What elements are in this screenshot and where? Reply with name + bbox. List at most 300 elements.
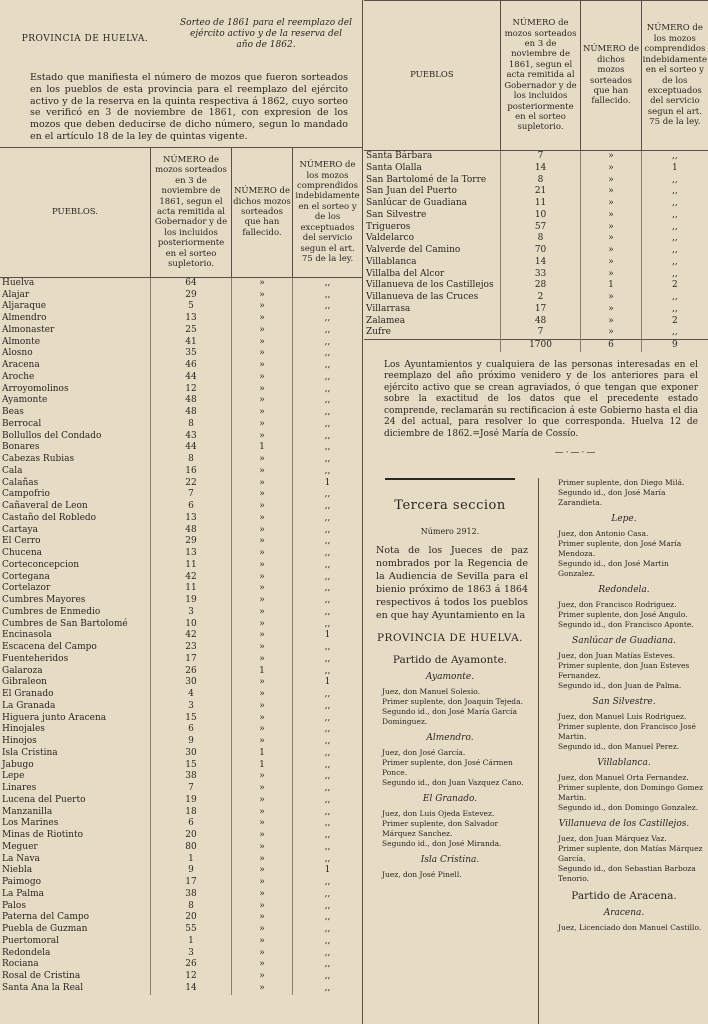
table-row: [0, 842, 362, 854]
table-row: [0, 936, 362, 948]
fallecidos-value: »: [232, 407, 293, 419]
table-row: [364, 163, 708, 175]
judge-entry: Primer suplente, don José Cármen Ponce.: [382, 758, 513, 777]
sorteados-value: 70: [500, 245, 580, 257]
comprendidos-value: ,,: [641, 198, 708, 210]
table-row: [0, 854, 362, 866]
comprendidos-value: ,,: [641, 245, 708, 257]
comprendidos-value: ,,: [293, 489, 363, 501]
table-row: [364, 186, 708, 198]
fallecidos-value: »: [232, 924, 293, 936]
comprendidos-value: ,,: [293, 948, 363, 960]
fallecidos-value: »: [232, 736, 293, 748]
judge-entry: Primer suplente, don Diego Milá.: [558, 478, 685, 487]
section-rule: [385, 478, 515, 480]
comprendidos-value: ,,: [293, 407, 363, 419]
province-title: PROVINCIA DE HUELVA.: [376, 632, 524, 644]
table-row: [0, 924, 362, 936]
town-heading: Villanueva de los Castillejos.: [558, 819, 690, 829]
table-row: [364, 198, 708, 210]
total-comprendidos: 9: [641, 340, 708, 352]
comprendidos-value: ,,: [641, 257, 708, 269]
fallecidos-value: »: [232, 513, 293, 525]
fallecidos-value: »: [232, 654, 293, 666]
sorteados-value: 14: [500, 257, 580, 269]
comprendidos-value: ,,: [293, 548, 363, 560]
partido-heading: Partido de Aracena.: [571, 890, 677, 902]
sorteados-value: 11: [500, 198, 580, 210]
table-row: [0, 748, 362, 760]
table-row: [0, 560, 362, 572]
table-row: [0, 313, 362, 325]
fallecidos-value: »: [232, 501, 293, 513]
total-sorteados: 1700: [500, 340, 580, 352]
judge-entry: Juez, don José Pinell.: [382, 870, 462, 879]
pueblo-name: Almendro: [2, 313, 47, 324]
fallecidos-value: »: [232, 948, 293, 960]
judge-entry: Segundo id., don Manuel Perez.: [558, 742, 680, 751]
sorteados-value: 7: [500, 151, 580, 163]
fallecidos-value: »: [232, 619, 293, 631]
comprendidos-value: 1: [293, 865, 363, 877]
sorteados-value: 8: [151, 454, 232, 466]
sorteados-value: 10: [151, 619, 232, 631]
sorteados-value: 6: [151, 501, 232, 513]
judge-entry: Segundo id., don Juan de Palma.: [558, 681, 682, 690]
fallecidos-value: »: [581, 175, 641, 187]
fallecidos-value: »: [232, 313, 293, 325]
pueblo-name: Higuera junto Aracena: [2, 712, 107, 723]
pueblo-name: Berrocal: [2, 418, 42, 429]
comprendidos-value: ,,: [293, 971, 363, 983]
table-row: [364, 222, 708, 234]
fallecidos-value: »: [232, 536, 293, 548]
table-row: [0, 783, 362, 795]
table-row: [0, 360, 362, 372]
pueblo-name: Cala: [2, 465, 23, 476]
sorteados-value: 80: [151, 842, 232, 854]
comprendidos-value: ,,: [293, 337, 363, 349]
fallecidos-value: »: [581, 186, 641, 198]
pueblo-name: San Juan del Puerto: [366, 186, 457, 197]
judge-entry: Segundo id., don Francisco Aponte.: [558, 620, 694, 629]
sorteados-value: 7: [500, 327, 580, 339]
table-row: [0, 889, 362, 901]
sorteados-value: 8: [151, 419, 232, 431]
judge-entry: Primer suplente, don Matías Márquez García.: [558, 844, 703, 863]
pueblo-name: Almonaster: [2, 324, 55, 335]
table-row: [364, 316, 708, 328]
comprendidos-value: ,,: [293, 277, 363, 289]
totals-label: [364, 340, 500, 352]
comprendidos-value: ,,: [293, 877, 363, 889]
fallecidos-value: »: [232, 583, 293, 595]
header-pueblos-right: PUEBLOS: [364, 1, 500, 151]
table-row: [0, 630, 362, 642]
pueblo-name: Zufre: [366, 327, 392, 338]
sorteados-value: 9: [151, 865, 232, 877]
table-row: [0, 348, 362, 360]
judges-list-left: [364, 672, 536, 880]
fallecidos-value: »: [232, 572, 293, 584]
table-row: [0, 301, 362, 313]
pueblo-name: Beas: [2, 407, 24, 418]
fallecidos-value: »: [232, 818, 293, 830]
pueblo-name: Manzanilla: [2, 806, 53, 817]
sorteados-value: 48: [151, 525, 232, 537]
comprendidos-value: ,,: [293, 783, 363, 795]
sorteados-value: 19: [151, 795, 232, 807]
table-row: [364, 292, 708, 304]
comprendidos-value: ,,: [293, 854, 363, 866]
comprendidos-value: 1: [293, 630, 363, 642]
sorteo-line: año de 1862.: [236, 40, 296, 50]
sorteados-value: 19: [151, 595, 232, 607]
sorteados-value: 5: [151, 301, 232, 313]
pueblo-name: Redondela: [2, 947, 51, 958]
table-row: [364, 151, 708, 163]
table-row: [0, 572, 362, 584]
sorteados-value: 29: [151, 536, 232, 548]
pueblo-name: Aljaraque: [2, 301, 47, 312]
fallecidos-value: »: [581, 210, 641, 222]
table-row: [0, 277, 362, 289]
pueblo-name: San Bartolomé de la Torre: [366, 174, 487, 185]
fallecidos-value: »: [232, 912, 293, 924]
intro-paragraph: Estado que manifiesta el número de mozos que fueron sorteados en los pueblos de esta provincia para el reemplazo del ejército activo y de la reserva en la quinta respectiva á 1862, cuyo sorteo se verificó en 3 de noviembre de 1861, con expresion de los mozos que deben deducirse de dicho número, segun lo mandado en el artículo 18 de la ley de quintas vigente.: [30, 72, 348, 142]
header-comprendidos: NÚMERO de los mozos comprendidos indebidamente en el sorteo y de los exceptuados del servicio segun el art. 75 de la ley.: [293, 147, 363, 277]
sorteados-value: 44: [151, 372, 232, 384]
table-row: [0, 501, 362, 513]
judge-entry: Segundo id., don José Miranda.: [382, 839, 502, 848]
pueblo-name: Hinojales: [2, 724, 45, 735]
town-heading: Redondela.: [598, 585, 650, 595]
judge-entry: Primer suplente, don Francisco José Martin.: [558, 722, 696, 741]
pueblo-name: Zalamea: [366, 315, 406, 326]
fallecidos-value: »: [232, 795, 293, 807]
header-pueblos: PUEBLOS.: [0, 147, 151, 277]
fallecidos-value: »: [232, 642, 293, 654]
comprendidos-value: ,,: [293, 348, 363, 360]
sorteados-value: 38: [151, 771, 232, 783]
fallecidos-value: »: [232, 384, 293, 396]
comprendidos-value: ,,: [641, 269, 708, 281]
fallecidos-value: »: [581, 151, 641, 163]
fallecidos-value: »: [232, 337, 293, 349]
table-row: [0, 419, 362, 431]
sorteados-value: 8: [500, 175, 580, 187]
comprendidos-value: ,,: [641, 210, 708, 222]
town-heading: San Silvestre.: [592, 697, 656, 707]
sorteados-value: 30: [151, 677, 232, 689]
table-row: [0, 407, 362, 419]
comprendidos-value: ,,: [293, 701, 363, 713]
sorteados-value: 17: [500, 304, 580, 316]
judges-list-right: [540, 478, 708, 933]
comprendidos-value: ,,: [641, 292, 708, 304]
fallecidos-value: »: [232, 360, 293, 372]
judge-entry: Segundo id., don José María García Dominguez.: [382, 707, 517, 726]
pueblo-name: Cartaya: [2, 524, 38, 535]
fallecidos-value: »: [581, 257, 641, 269]
comprendidos-value: ,,: [293, 642, 363, 654]
sorteados-value: 14: [500, 163, 580, 175]
sorteados-value: 33: [500, 269, 580, 281]
pueblo-name: Los Marines: [2, 818, 59, 829]
fallecidos-value: »: [232, 865, 293, 877]
sub-column-divider: [538, 478, 539, 1024]
comprendidos-value: ,,: [641, 233, 708, 245]
sorteados-value: 46: [151, 360, 232, 372]
pueblo-name: Cañaveral de Leon: [2, 501, 88, 512]
town-heading: Almendro.: [426, 733, 474, 743]
table-row: [0, 877, 362, 889]
pueblo-name: Alajar: [2, 289, 30, 300]
pueblo-name: Galaroza: [2, 665, 43, 676]
comprendidos-value: ,,: [293, 842, 363, 854]
fallecidos-value: »: [232, 901, 293, 913]
table-row: [0, 654, 362, 666]
fallecidos-value: »: [232, 277, 293, 289]
section-number: Número 2912.: [420, 527, 480, 536]
sorteados-value: 16: [151, 466, 232, 478]
sorteados-value: 12: [151, 971, 232, 983]
sorteados-value: 1: [151, 854, 232, 866]
sorteados-value: 48: [151, 395, 232, 407]
fallecidos-value: »: [581, 233, 641, 245]
page-header: [0, 0, 362, 58]
fallecidos-value: »: [232, 689, 293, 701]
fallecidos-value: »: [232, 854, 293, 866]
sorteados-value: 9: [151, 736, 232, 748]
judge-entry: Juez, don Antonio Casa.: [558, 529, 649, 538]
fallecidos-value: »: [232, 807, 293, 819]
sorteados-value: 38: [151, 889, 232, 901]
sorteados-value: 44: [151, 442, 232, 454]
fallecidos-value: »: [232, 959, 293, 971]
table-row: [0, 607, 362, 619]
fallecidos-value: »: [232, 830, 293, 842]
comprendidos-value: ,,: [641, 186, 708, 198]
pueblo-name: Cortegana: [2, 571, 50, 582]
sorteados-value: 4: [151, 689, 232, 701]
sorteados-value: 42: [151, 572, 232, 584]
comprendidos-value: ,,: [293, 748, 363, 760]
table-row: [0, 713, 362, 725]
header-fallecidos: NÚMERO de dichos mozos sorteados que han fallecido.: [232, 147, 293, 277]
sorteados-value: 29: [151, 290, 232, 302]
pueblo-name: Sanlúcar de Guadiana: [366, 198, 468, 208]
table-row: [364, 257, 708, 269]
sorteados-value: 8: [500, 233, 580, 245]
table-row: [0, 548, 362, 560]
sorteados-value: 55: [151, 924, 232, 936]
table-row: [0, 290, 362, 302]
fallecidos-value: »: [581, 245, 641, 257]
fallecidos-value: 1: [232, 760, 293, 772]
comprendidos-value: 1: [293, 478, 363, 490]
fallecidos-value: »: [232, 431, 293, 443]
pueblo-name: Isla Cristina: [2, 747, 58, 758]
table-row: [0, 454, 362, 466]
fallecidos-value: »: [232, 842, 293, 854]
pueblo-name: Aroche: [2, 371, 35, 382]
fallecidos-value: »: [232, 525, 293, 537]
fallecidos-value: »: [232, 724, 293, 736]
fallecidos-value: »: [232, 677, 293, 689]
sorteados-value: 7: [151, 489, 232, 501]
pueblo-name: Linares: [2, 783, 37, 794]
sorteados-value: 35: [151, 348, 232, 360]
comprendidos-value: ,,: [293, 654, 363, 666]
pueblo-name: Bollullos del Condado: [2, 430, 102, 441]
sorteados-value: 13: [151, 513, 232, 525]
quinta-table-left: [0, 147, 362, 995]
judge-entry: Juez, don Juan Márquez Vaz.: [558, 834, 667, 843]
pueblo-name: Rosal de Cristina: [2, 971, 81, 982]
sorteo-line: Sorteo de 1861 para el reemplazo del: [179, 18, 353, 28]
comprendidos-value: ,,: [293, 818, 363, 830]
fallecidos-value: »: [581, 198, 641, 210]
table-row: [0, 701, 362, 713]
pueblo-name: Gibraleon: [2, 677, 47, 688]
pueblo-name: Almonte: [2, 336, 41, 347]
sorteados-value: 3: [151, 607, 232, 619]
table-row: [0, 337, 362, 349]
comprendidos-value: 1: [293, 677, 363, 689]
fallecidos-value: »: [232, 548, 293, 560]
fallecidos-value: »: [581, 163, 641, 175]
table-row: [364, 210, 708, 222]
sorteados-value: 26: [151, 959, 232, 971]
comprendidos-value: ,,: [293, 560, 363, 572]
pueblo-name: Arroyomolinos: [2, 383, 69, 394]
separator-rule: —·—·—: [554, 448, 598, 459]
fallecidos-value: »: [232, 701, 293, 713]
table-row: [0, 395, 362, 407]
table-row: [0, 760, 362, 772]
comprendidos-value: ,,: [293, 454, 363, 466]
fallecidos-value: »: [232, 607, 293, 619]
fallecidos-value: 1: [581, 280, 641, 292]
header-fallecidos-right: NÚMERO de dichos mozos sorteados que han fallecido.: [581, 1, 641, 151]
table-row: [0, 466, 362, 478]
table-row: [0, 431, 362, 443]
comprendidos-value: ,,: [293, 572, 363, 584]
pueblo-name: Puertomoral: [2, 935, 60, 946]
pueblo-name: La Palma: [2, 888, 44, 899]
table-row: [0, 619, 362, 631]
sorteados-value: 64: [151, 277, 232, 289]
sorteados-value: 23: [151, 642, 232, 654]
province-heading: PROVINCIA DE HUELVA.: [21, 34, 149, 44]
fallecidos-value: »: [232, 595, 293, 607]
pueblo-name: Escacena del Campo: [2, 642, 97, 653]
judge-entry: Primer suplente, don Joaquin Tejeda.: [382, 697, 523, 706]
fallecidos-value: »: [232, 489, 293, 501]
pueblo-name: Meguer: [2, 841, 38, 852]
sorteados-value: 48: [151, 407, 232, 419]
comprendidos-value: ,,: [293, 301, 363, 313]
pueblo-name: Corteconcepcion: [2, 559, 80, 570]
pueblo-name: El Granado: [2, 689, 54, 700]
pueblo-name: Ayamonte: [2, 395, 48, 406]
sorteados-value: 7: [151, 783, 232, 795]
fallecidos-value: »: [232, 290, 293, 302]
sorteados-value: 2: [500, 292, 580, 304]
sorteados-value: 20: [151, 912, 232, 924]
comprendidos-value: ,,: [293, 384, 363, 396]
table-row: [0, 912, 362, 924]
comprendidos-value: ,,: [641, 151, 708, 163]
fallecidos-value: »: [232, 478, 293, 490]
judge-entry: Primer suplente, don Juan Esteves Fernandez.: [558, 661, 690, 680]
table-row: [0, 642, 362, 654]
sorteados-value: 15: [151, 713, 232, 725]
comprendidos-value: ,,: [293, 724, 363, 736]
pueblo-name: Castaño del Robledo: [2, 512, 97, 523]
table-row: [0, 795, 362, 807]
judge-entry: Segundo id., don José Martin Gonzalez.: [558, 559, 669, 578]
comprendidos-value: ,,: [293, 901, 363, 913]
comprendidos-value: ,,: [293, 372, 363, 384]
comprendidos-value: ,,: [293, 959, 363, 971]
sorteados-value: 14: [151, 983, 232, 995]
pueblo-name: Lucena del Puerto: [2, 794, 86, 805]
table-row: [0, 384, 362, 396]
judges-left-column: [364, 478, 536, 880]
pueblo-name: Trigueros: [366, 221, 411, 232]
comprendidos-value: ,,: [293, 689, 363, 701]
fallecidos-value: »: [232, 630, 293, 642]
table-row: [0, 525, 362, 537]
table-row: [0, 724, 362, 736]
comprendidos-value: ,,: [293, 536, 363, 548]
table-row: [0, 983, 362, 995]
judge-entry: Juez, don Luis Ojeda Estevez.: [382, 809, 495, 818]
judge-entry: Primer suplente, don José María Mendoza.: [558, 539, 682, 558]
comprendidos-value: ,,: [293, 431, 363, 443]
comprendidos-value: ,,: [293, 419, 363, 431]
header-comprendidos-right: NÚMERO de los mozos comprendidos indebidamente en el sorteo y de los exceptuados del servicio segun el art. 75 de la ley.: [641, 1, 708, 151]
fallecidos-value: »: [232, 372, 293, 384]
pueblo-name: Villanueva de las Cruces: [366, 292, 479, 302]
comprendidos-value: ,,: [293, 619, 363, 631]
fallecidos-value: »: [232, 889, 293, 901]
sorteados-value: 25: [151, 325, 232, 337]
comprendidos-value: ,,: [293, 360, 363, 372]
fallecidos-value: »: [232, 348, 293, 360]
judges-right-column: [540, 478, 708, 933]
sorteados-value: 43: [151, 431, 232, 443]
fallecidos-value: »: [581, 304, 641, 316]
judge-entry: Juez, don Manuel Luis Rodriguez.: [558, 712, 687, 721]
judge-entry: Segundo id., don Juan Vazquez Cano.: [382, 778, 524, 787]
sorteados-value: 28: [500, 280, 580, 292]
comprendidos-value: 1: [641, 163, 708, 175]
table-row: [0, 901, 362, 913]
table-row: [0, 948, 362, 960]
comprendidos-value: ,,: [293, 525, 363, 537]
table-row: [0, 959, 362, 971]
table-row: [364, 280, 708, 292]
fallecidos-value: »: [232, 983, 293, 995]
pueblo-name: Paterna del Campo: [2, 912, 90, 923]
table-row: [0, 689, 362, 701]
sorteados-value: 11: [151, 583, 232, 595]
judge-entry: Segundo id., don Domingo Gonzalez.: [558, 803, 699, 812]
pueblo-name: Alosno: [2, 348, 33, 359]
